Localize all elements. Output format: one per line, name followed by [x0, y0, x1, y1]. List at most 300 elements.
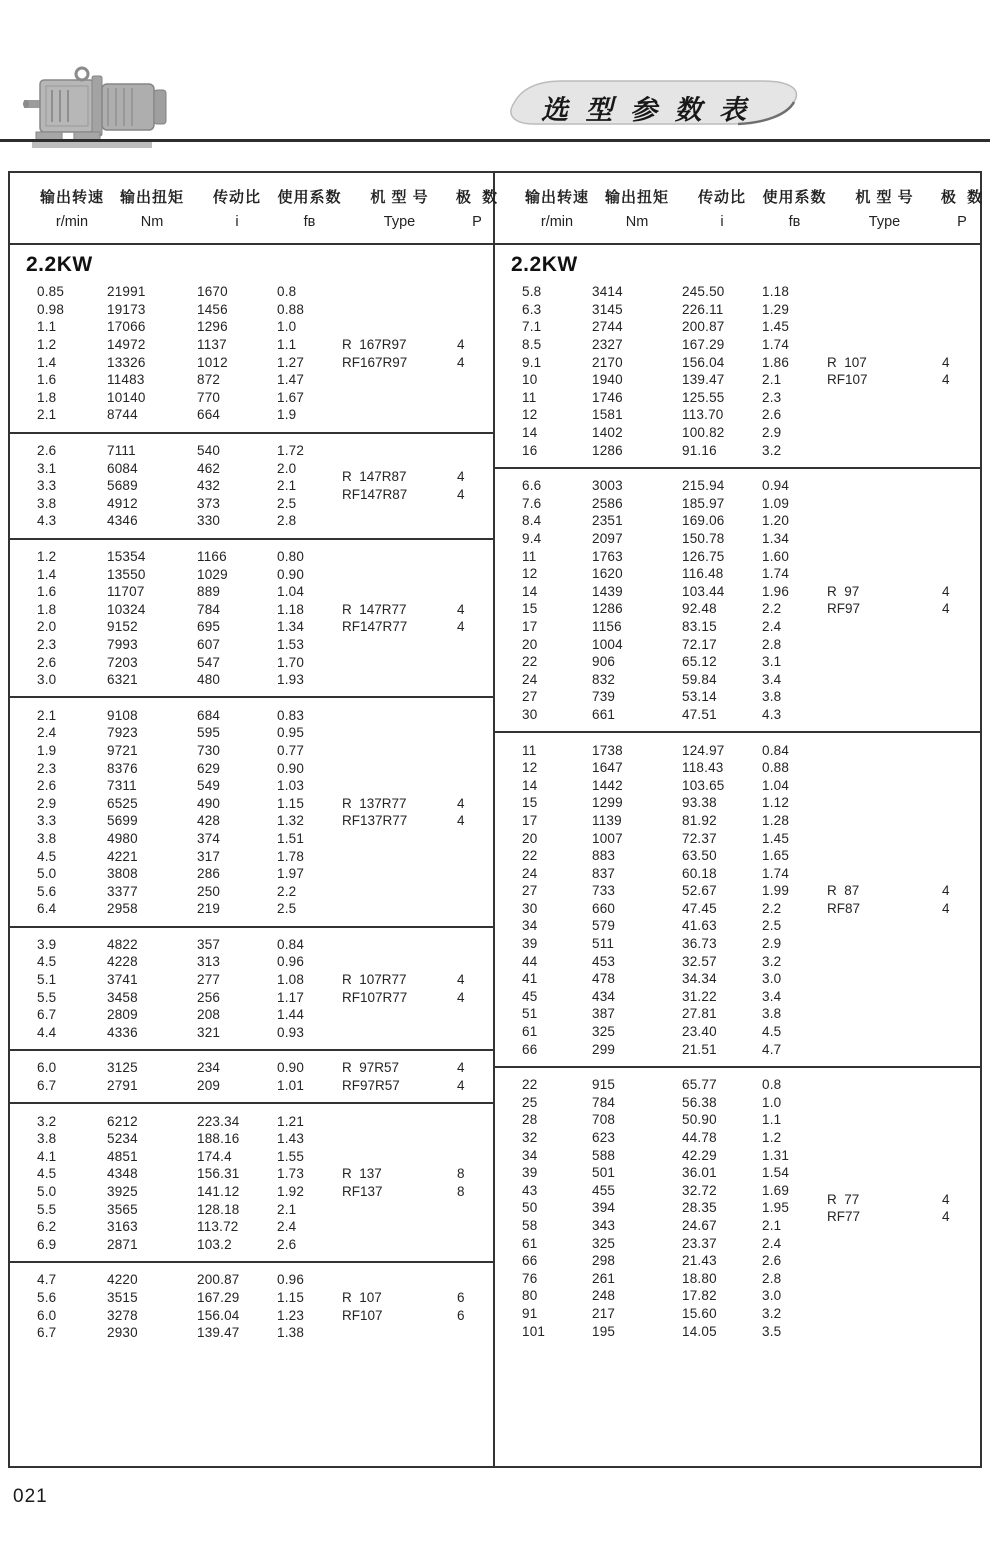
cell: 1620: [592, 566, 623, 582]
cell: 579: [592, 918, 616, 934]
column-header-unit: fʙ: [303, 214, 316, 230]
cell: 387: [592, 1006, 616, 1022]
cell: 1.70: [277, 654, 305, 670]
column-header: [682, 186, 762, 230]
cell: 1.27: [277, 354, 305, 370]
cell: 0.80: [277, 549, 305, 565]
cell: 2.9: [762, 425, 782, 441]
cell: 1.2: [37, 337, 57, 353]
table-row: [522, 1076, 980, 1094]
type-label: R 107: [827, 354, 867, 370]
cell: 1746: [592, 389, 623, 405]
cell: 59.84: [682, 671, 717, 687]
column-header-cn: 输出转速: [524, 189, 589, 206]
cell: 1.8: [37, 389, 57, 405]
column-header-unit: P: [957, 214, 967, 230]
cell: 4980: [107, 830, 138, 846]
cell: 889: [197, 584, 221, 600]
table-row: [522, 935, 980, 953]
cell: 1.54: [762, 1165, 790, 1181]
cell: 2327: [592, 337, 623, 353]
gearmotor-illustration: [22, 60, 187, 158]
cell: 44.78: [682, 1130, 717, 1146]
table-row: [522, 1234, 980, 1252]
type-label: R 107R77: [342, 972, 407, 988]
cell: 174.4: [197, 1148, 232, 1164]
table-row: [37, 1324, 493, 1342]
cell: 2809: [107, 1007, 138, 1023]
column-header-unit: i: [235, 214, 239, 230]
type-label: R 137R77: [342, 795, 407, 811]
table-row: [522, 706, 980, 724]
power-rating-label: 2.2KW: [511, 253, 578, 276]
cell: 0.8: [762, 1077, 782, 1093]
cell: 0.77: [277, 742, 305, 758]
cell: 2.4: [277, 1219, 297, 1235]
cell: 6.0: [37, 1307, 57, 1323]
cell: 374: [197, 830, 221, 846]
pole-count: 4: [457, 989, 465, 1005]
table-row: [522, 318, 980, 336]
column-header-cn: 极 数: [940, 189, 984, 206]
pole-count: 4: [457, 1060, 465, 1076]
cell: 4912: [107, 495, 138, 511]
table-row: [37, 900, 493, 918]
cell: 373: [197, 495, 221, 511]
cell: 0.88: [762, 760, 790, 776]
cell: 4.7: [37, 1272, 57, 1288]
cell: 664: [197, 407, 221, 423]
cell: 58: [522, 1217, 538, 1233]
type-label: RF97R57: [342, 1078, 400, 1094]
cell: 30: [522, 900, 538, 916]
cell: 27: [522, 883, 538, 899]
type-line: [342, 1306, 502, 1324]
cell: 2.9: [37, 795, 57, 811]
cell: 3.1: [37, 460, 57, 476]
row-group: [10, 1049, 493, 1102]
cell: 5.0: [37, 866, 57, 882]
cell: 2.4: [37, 725, 57, 741]
cell: 31.22: [682, 988, 717, 1004]
cell: 66: [522, 1041, 538, 1057]
table-row: [522, 618, 980, 636]
cell: 256: [197, 989, 221, 1005]
cell: 5.6: [37, 1289, 57, 1305]
type-designation: [342, 794, 502, 829]
type-label: R 147R77: [342, 601, 407, 617]
cell: 250: [197, 883, 221, 899]
cell: 872: [197, 372, 221, 388]
cell: 2170: [592, 354, 623, 370]
type-designation: [342, 601, 502, 636]
type-line: [827, 371, 987, 389]
cell: 6.9: [37, 1236, 57, 1252]
cell: 6.2: [37, 1219, 57, 1235]
type-label: RF77: [827, 1209, 861, 1225]
cell: 0.93: [277, 1024, 305, 1040]
column-header-row: [495, 173, 984, 245]
cell: 50.90: [682, 1112, 717, 1128]
cell: 661: [592, 706, 616, 722]
cell: 0.95: [277, 725, 305, 741]
cell: 3808: [107, 866, 138, 882]
cell: 1.44: [277, 1007, 305, 1023]
table-row: [37, 371, 493, 389]
cell: 428: [197, 813, 221, 829]
cell: 3925: [107, 1184, 138, 1200]
cell: 101: [522, 1323, 546, 1339]
type-line: [342, 601, 502, 619]
cell: 2.2: [277, 883, 297, 899]
cell: 9.1: [522, 354, 542, 370]
pole-count: 4: [942, 1209, 950, 1225]
cell: 1.08: [277, 972, 305, 988]
cell: 1.21: [277, 1113, 305, 1129]
cell: 2.6: [37, 654, 57, 670]
type-label: RF147R77: [342, 619, 408, 635]
type-line: [342, 486, 502, 504]
cell: 25: [522, 1094, 538, 1110]
table-row: [37, 830, 493, 848]
cell: 1007: [592, 830, 623, 846]
cell: 10: [522, 372, 538, 388]
cell: 14.05: [682, 1323, 717, 1339]
cell: 0.90: [277, 760, 305, 776]
table-row: [37, 1271, 493, 1289]
cell: 17: [522, 618, 538, 634]
cell: 453: [592, 953, 616, 969]
cell: 41.63: [682, 918, 717, 934]
table-row: [522, 1164, 980, 1182]
cell: 0.98: [37, 301, 65, 317]
row-group: [10, 1102, 493, 1261]
cell: 4.4: [37, 1024, 57, 1040]
table-row: [522, 970, 980, 988]
table-row: [522, 988, 980, 1006]
cell: 1.0: [762, 1094, 782, 1110]
type-designation: [342, 336, 502, 371]
table-row: [522, 1269, 980, 1287]
cell: 22: [522, 1077, 538, 1093]
cell: 124.97: [682, 742, 725, 758]
cell: 1.74: [762, 865, 790, 881]
cell: 1439: [592, 583, 623, 599]
column-header-cn: 机 型 号: [855, 189, 914, 206]
type-line: [827, 583, 987, 601]
cell: 1.18: [762, 284, 790, 300]
cell: 733: [592, 883, 616, 899]
cell: 2.3: [37, 636, 57, 652]
cell: 2.5: [762, 918, 782, 934]
cell: 660: [592, 900, 616, 916]
table-row: [37, 442, 493, 460]
cell: 1.69: [762, 1182, 790, 1198]
cell: 248: [592, 1288, 616, 1304]
cell: 1.43: [277, 1131, 305, 1147]
cell: 1.9: [277, 407, 297, 423]
cell: 2.4: [762, 1235, 782, 1251]
cell: 1.74: [762, 566, 790, 582]
cell: 6.0: [37, 1060, 57, 1076]
cell: 1.74: [762, 337, 790, 353]
cell: 883: [592, 848, 616, 864]
type-label: RF107R77: [342, 989, 408, 1005]
table-row: [37, 1200, 493, 1218]
type-label: R 147R87: [342, 469, 407, 485]
cell: 245.50: [682, 284, 725, 300]
cell: 1.32: [277, 813, 305, 829]
cell: 65.12: [682, 654, 717, 670]
cell: 3.3: [37, 813, 57, 829]
cell: 2.3: [37, 760, 57, 776]
table-row: [37, 847, 493, 865]
table-row: [522, 1005, 980, 1023]
cell: 14972: [107, 337, 146, 353]
cell: 209: [197, 1078, 221, 1094]
column-header-cn: 使用系数: [762, 189, 827, 206]
cell: 298: [592, 1253, 616, 1269]
cell: 1.8: [37, 601, 57, 617]
cell: 27.81: [682, 1006, 717, 1022]
cell: 28: [522, 1112, 538, 1128]
column-header-unit: i: [720, 214, 724, 230]
column-header-unit: fʙ: [788, 214, 801, 230]
cell: 770: [197, 389, 221, 405]
table-row: [522, 530, 980, 548]
column-header: [197, 186, 277, 230]
cell: 1647: [592, 760, 623, 776]
table-row: [522, 1305, 980, 1323]
cell: 1.53: [277, 636, 305, 652]
cell: 3.2: [762, 1305, 782, 1321]
cell: 7111: [107, 443, 136, 459]
cell: 2.1: [37, 707, 57, 723]
cell: 629: [197, 760, 221, 776]
cell: 2744: [592, 319, 623, 335]
cell: 1286: [592, 601, 623, 617]
cell: 1029: [197, 566, 228, 582]
cell: 1.51: [277, 830, 305, 846]
cell: 4228: [107, 954, 138, 970]
cell: 2.8: [762, 636, 782, 652]
cell: 3741: [107, 972, 138, 988]
cell: 1940: [592, 372, 623, 388]
cell: 739: [592, 689, 616, 705]
cell: 113.72: [197, 1219, 239, 1235]
table-row: [37, 671, 493, 689]
cell: 44: [522, 953, 538, 969]
cell: 10140: [107, 389, 146, 405]
cell: 5.8: [522, 284, 542, 300]
cell: 4.3: [37, 513, 57, 529]
pole-count: 4: [457, 813, 465, 829]
column-header-cn: 输出扭矩: [604, 189, 669, 206]
cell: 34: [522, 1147, 538, 1163]
type-line: [342, 794, 502, 812]
cell: 2.0: [37, 619, 57, 635]
pole-count: 4: [457, 972, 465, 988]
cell: 126.75: [682, 548, 725, 564]
cell: 299: [592, 1041, 616, 1057]
column-header-cn: 传动比: [697, 189, 746, 206]
cell: 1.29: [762, 301, 790, 317]
cell: 52.67: [682, 883, 717, 899]
cell: 72.37: [682, 830, 717, 846]
cell: 1.1: [762, 1112, 782, 1128]
cell: 2586: [592, 495, 623, 511]
column-header: [342, 186, 457, 230]
cell: 3003: [592, 478, 623, 494]
type-line: [342, 812, 502, 830]
type-line: [827, 1208, 987, 1226]
table-row: [522, 1287, 980, 1305]
type-designation: [827, 353, 987, 388]
cell: 1.72: [277, 443, 305, 459]
type-designation: [827, 1190, 987, 1225]
cell: 15: [522, 795, 538, 811]
cell: 330: [197, 513, 221, 529]
column-header-unit: Nm: [625, 214, 649, 230]
type-label: R 97R57: [342, 1060, 400, 1076]
cell: 4346: [107, 513, 138, 529]
cell: 10324: [107, 601, 146, 617]
cell: 3565: [107, 1201, 138, 1217]
table-row: [37, 1024, 493, 1042]
cell: 2.3: [762, 389, 782, 405]
cell: 14: [522, 583, 538, 599]
cell: 1.04: [762, 777, 790, 793]
cell: 3.5: [762, 1323, 782, 1339]
cell: 1442: [592, 777, 623, 793]
cell: 595: [197, 725, 221, 741]
table-row: [522, 759, 980, 777]
table-row: [522, 952, 980, 970]
table-row: [37, 882, 493, 900]
table-row: [37, 759, 493, 777]
type-line: [342, 1059, 502, 1077]
cell: 784: [197, 601, 221, 617]
cell: 41: [522, 971, 538, 987]
row-group: [10, 245, 493, 432]
cell: 19173: [107, 301, 146, 317]
cell: 2871: [107, 1236, 138, 1252]
cell: 5.5: [37, 989, 57, 1005]
cell: 22: [522, 848, 538, 864]
cell: 32: [522, 1130, 538, 1146]
type-line: [342, 1183, 502, 1201]
cell: 15.60: [682, 1305, 717, 1321]
cell: 8376: [107, 760, 138, 776]
cell: 14: [522, 777, 538, 793]
cell: 51: [522, 1006, 538, 1022]
row-group: [495, 731, 980, 1066]
cell: 11: [522, 742, 537, 758]
table-row: [522, 864, 980, 882]
pole-count: 4: [457, 469, 465, 485]
cell: 12: [522, 760, 538, 776]
type-label: R 137: [342, 1166, 382, 1182]
cell: 2.8: [277, 513, 297, 529]
pole-count: 4: [457, 354, 465, 370]
cell: 1.99: [762, 883, 790, 899]
cell: 1166: [197, 549, 227, 565]
cell: 1.1: [37, 319, 57, 335]
type-designation: [342, 1059, 502, 1094]
column-header-unit: Type: [383, 214, 416, 230]
cell: 5.5: [37, 1201, 57, 1217]
cell: 394: [592, 1200, 616, 1216]
table-half-right: [495, 173, 984, 1466]
cell: 47.51: [682, 706, 717, 722]
cell: 1.93: [277, 672, 305, 688]
cell: 832: [592, 671, 616, 687]
table-row: [522, 688, 980, 706]
table-row: [522, 1322, 980, 1340]
cell: 4336: [107, 1024, 138, 1040]
cell: 3377: [107, 883, 138, 899]
cell: 15: [522, 601, 538, 617]
table-row: [522, 441, 980, 459]
pole-count: 4: [457, 1078, 465, 1094]
cell: 0.90: [277, 1060, 305, 1076]
cell: 17: [522, 812, 538, 828]
type-line: [342, 468, 502, 486]
cell: 200.87: [682, 319, 725, 335]
cell: 2351: [592, 513, 623, 529]
column-header-unit: Nm: [140, 214, 164, 230]
cell: 2.4: [762, 618, 782, 634]
cell: 837: [592, 865, 616, 881]
type-label: RF87: [827, 900, 861, 916]
cell: 4.5: [762, 1024, 782, 1040]
cell: 1.20: [762, 513, 790, 529]
column-header-unit: Type: [868, 214, 901, 230]
cell: 1.92: [277, 1184, 305, 1200]
column-header-unit: P: [472, 214, 482, 230]
cell: 3.9: [37, 936, 57, 952]
table-row: [37, 318, 493, 336]
cell: 1.31: [762, 1147, 790, 1163]
cell: 695: [197, 619, 221, 635]
cell: 6.7: [37, 1007, 57, 1023]
cell: 14: [522, 425, 538, 441]
cell: 1004: [592, 636, 623, 652]
cell: 150.78: [682, 531, 725, 547]
type-line: [342, 353, 502, 371]
cell: 261: [592, 1270, 616, 1286]
type-label: RF137: [342, 1184, 383, 1200]
column-header: [762, 186, 827, 230]
cell: 8744: [107, 407, 138, 423]
cell: 5234: [107, 1131, 138, 1147]
cell: 2.1: [277, 478, 297, 494]
cell: 1.86: [762, 354, 790, 370]
table-row: [37, 742, 493, 760]
cell: 2.1: [37, 407, 57, 423]
column-header: [107, 186, 197, 230]
cell: 2.6: [37, 443, 57, 459]
pole-count: 4: [457, 619, 465, 635]
cell: 65.77: [682, 1077, 717, 1093]
column-header-cn: 输出扭矩: [119, 189, 184, 206]
cell: 7311: [107, 778, 137, 794]
cell: 1.2: [762, 1130, 782, 1146]
cell: 540: [197, 443, 221, 459]
cell: 6.3: [522, 301, 542, 317]
cell: 6084: [107, 460, 138, 476]
cell: 167.29: [682, 337, 725, 353]
